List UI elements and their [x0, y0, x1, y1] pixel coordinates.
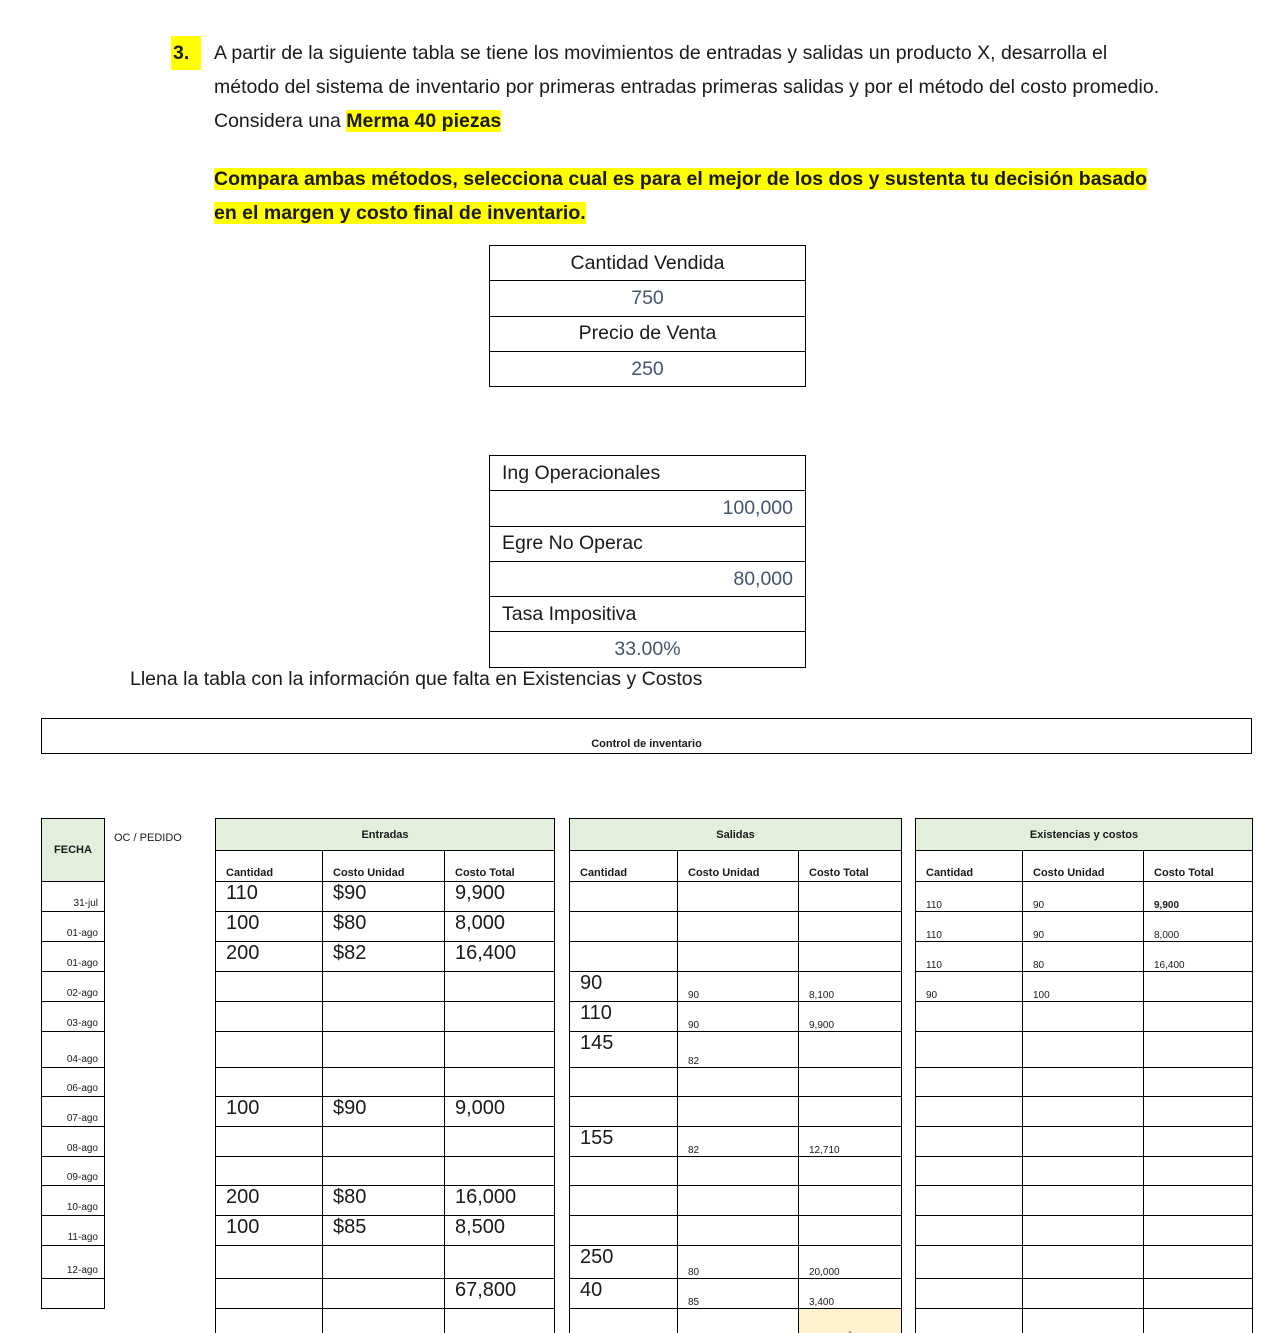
- table-row: [216, 972, 555, 1002]
- existencias-costo-unidad-cell[interactable]: [1023, 1246, 1144, 1279]
- entradas-costo-total-cell: 16,000: [445, 1186, 555, 1216]
- tasa-label: Tasa Impositiva: [490, 597, 806, 632]
- existencias-costo-unidad-cell[interactable]: [1023, 1279, 1144, 1309]
- existencias-costo-total-cell[interactable]: [1144, 1068, 1253, 1097]
- fecha-cell: [42, 1279, 105, 1309]
- table-row: [916, 1032, 1253, 1068]
- qty-label: Cantidad Vendida: [490, 246, 806, 281]
- salidas-cantidad-cell: [570, 882, 678, 912]
- entradas-costo-total-cell: [445, 1309, 555, 1333]
- salidas-cantidad-cell: [570, 942, 678, 972]
- salidas-costo-total-cell: [799, 1032, 902, 1068]
- salidas-cantidad-cell: 110: [570, 1002, 678, 1032]
- question-number: 3.: [171, 36, 201, 70]
- salidas-costo-total-cell: -: [799, 1309, 902, 1333]
- entradas-cantidad-header: Cantidad: [216, 851, 323, 882]
- existencias-costo-unidad-cell[interactable]: [1023, 1097, 1144, 1127]
- existencias-costo-unidad-cell[interactable]: [1023, 1002, 1144, 1032]
- fecha-cell: 09-ago: [42, 1157, 105, 1186]
- oc-pedido-label: OC / PEDIDO: [114, 832, 182, 844]
- salidas-cantidad-cell: [570, 912, 678, 942]
- existencias-costo-unidad-cell[interactable]: [1023, 1032, 1144, 1068]
- entradas-costo-unidad-cell: $85: [323, 1216, 445, 1246]
- entradas-cantidad-cell: 110: [216, 882, 323, 912]
- entradas-cantidad-cell: 100: [216, 1097, 323, 1127]
- question-body: A partir de la siguiente tabla se tiene los movimientos de entradas y salidas un producto X, desarrolla el método del sistema de inventario por primeras entradas primeras salidas y por el método del costo promedio. Considera una: [214, 42, 1160, 132]
- salidas-table: [569, 818, 902, 1333]
- existencias-costo-unidad-cell[interactable]: [1023, 1309, 1144, 1333]
- merma-highlight: Merma 40 piezas: [346, 110, 502, 132]
- table-row: [216, 1186, 555, 1216]
- existencias-costo-unidad-cell[interactable]: 80: [1023, 942, 1144, 972]
- salidas-cantidad-cell: 250: [570, 1246, 678, 1279]
- table-row: [916, 1246, 1253, 1279]
- existencias-costo-total-cell[interactable]: [1144, 1127, 1253, 1157]
- existencias-cantidad-cell[interactable]: 110: [916, 942, 1023, 972]
- control-title: [41, 718, 1252, 754]
- entradas-costo-unidad-cell: $80: [323, 1186, 445, 1216]
- entradas-costo-unidad-cell: [323, 1157, 445, 1186]
- ing-value: 100,000: [490, 491, 806, 526]
- table-row: [216, 1068, 555, 1097]
- entradas-costo-total-cell: 16,400: [445, 942, 555, 972]
- fecha-cell: 07-ago: [42, 1097, 105, 1127]
- entradas-cantidad-cell: 100: [216, 1216, 323, 1246]
- entradas-cantidad-cell: [216, 1309, 323, 1333]
- entradas-costo-unidad-cell: [323, 1309, 445, 1333]
- entradas-costo-total-cell: 67,800: [445, 1279, 555, 1309]
- salidas-costo-total-cell: [799, 912, 902, 942]
- table-row: [216, 942, 555, 972]
- entradas-header: Entradas: [216, 819, 555, 851]
- existencias-costo-unidad-cell[interactable]: 90: [1023, 912, 1144, 942]
- table-row: [216, 882, 555, 912]
- qty-value: 750: [490, 281, 806, 316]
- table-row: [570, 1246, 902, 1279]
- entradas-costo-total-cell: [445, 1246, 555, 1279]
- entradas-cantidad-cell: [216, 1032, 323, 1068]
- tasa-value: 33.00%: [490, 632, 806, 667]
- existencias-costo-total-cell[interactable]: [1144, 1157, 1253, 1186]
- entradas-costo-total-cell: [445, 972, 555, 1002]
- salidas-cantidad-cell: 145: [570, 1032, 678, 1068]
- entradas-costo-unidad-cell: [323, 1127, 445, 1157]
- table-row: [570, 1309, 902, 1333]
- table-row: [216, 1157, 555, 1186]
- salidas-costo-total-cell: 20,000: [799, 1246, 902, 1279]
- table-row: [916, 1127, 1253, 1157]
- table-row: [916, 1157, 1253, 1186]
- table-row: [570, 1216, 902, 1246]
- table-row: [216, 1246, 555, 1279]
- salidas-costo-unidad-cell: [678, 1216, 799, 1246]
- existencias-costo-unidad-cell[interactable]: [1023, 1068, 1144, 1097]
- existencias-cantidad-cell[interactable]: [916, 1002, 1023, 1032]
- salidas-costo-total-cell: [799, 942, 902, 972]
- existencias-costo-total-cell[interactable]: [1144, 1216, 1253, 1246]
- entradas-cantidad-cell: [216, 1068, 323, 1097]
- salidas-costo-unidad-cell: [678, 1186, 799, 1216]
- entradas-costo-total-header: Costo Total: [445, 851, 555, 882]
- salidas-costo-total-cell: 9,900: [799, 1002, 902, 1032]
- salidas-costo-unidad-cell: [678, 912, 799, 942]
- salidas-costo-total-cell: [799, 1097, 902, 1127]
- salidas-costo-unidad-cell: [678, 1157, 799, 1186]
- entradas-cantidad-cell: 200: [216, 1186, 323, 1216]
- fecha-cell: 08-ago: [42, 1127, 105, 1157]
- question-text: [214, 36, 1171, 138]
- fecha-header: FECHA: [42, 819, 105, 882]
- fecha-cell: 31-jul: [42, 882, 105, 912]
- table-row: [216, 1309, 555, 1333]
- entradas-costo-unidad-cell: [323, 1068, 445, 1097]
- table-row: [216, 1279, 555, 1309]
- salidas-costo-unidad-cell: 82: [678, 1032, 799, 1068]
- existencias-costo-unidad-cell[interactable]: [1023, 1186, 1144, 1216]
- entradas-costo-unidad-cell: [323, 972, 445, 1002]
- salidas-costo-unidad-cell: [678, 942, 799, 972]
- sales-box: [489, 245, 806, 387]
- salidas-costo-total-cell: 12,710: [799, 1127, 902, 1157]
- existencias-costo-total-cell[interactable]: [1144, 972, 1253, 1002]
- entradas-cantidad-cell: [216, 1279, 323, 1309]
- fecha-cell: 10-ago: [42, 1186, 105, 1216]
- existencias-costo-total-cell[interactable]: 9,900: [1144, 882, 1253, 912]
- entradas-costo-total-cell: 8,500: [445, 1216, 555, 1246]
- existencias-costo-total-cell[interactable]: 8,000: [1144, 912, 1253, 942]
- fecha-cell: 01-ago: [42, 942, 105, 972]
- entradas-costo-unidad-cell: [323, 1246, 445, 1279]
- salidas-cantidad-cell: [570, 1186, 678, 1216]
- salidas-costo-unidad-cell: 90: [678, 1002, 799, 1032]
- salidas-cantidad-cell: [570, 1216, 678, 1246]
- entradas-costo-total-cell: 8,000: [445, 912, 555, 942]
- entradas-costo-unidad-cell: $80: [323, 912, 445, 942]
- price-value: 250: [490, 351, 806, 386]
- control-title-text: Control de inventario: [591, 738, 702, 750]
- table-row: [916, 1186, 1253, 1216]
- existencias-cantidad-cell[interactable]: [916, 1157, 1023, 1186]
- existencias-cantidad-cell[interactable]: [916, 1097, 1023, 1127]
- table-row: [216, 1002, 555, 1032]
- salidas-costo-total-cell: 3,400: [799, 1279, 902, 1309]
- existencias-header: Existencias y costos: [916, 819, 1253, 851]
- salidas-cantidad-header: Cantidad: [570, 851, 678, 882]
- salidas-cantidad-cell: [570, 1068, 678, 1097]
- salidas-costo-total-cell: [799, 1068, 902, 1097]
- salidas-costo-unidad-cell: [678, 882, 799, 912]
- table-row: [570, 1279, 902, 1309]
- table-row: [570, 1186, 902, 1216]
- salidas-costo-total-cell: [799, 1216, 902, 1246]
- compare-line-2: en el margen y costo final de inventario.: [214, 202, 586, 224]
- existencias-cantidad-cell[interactable]: [916, 1309, 1023, 1333]
- salidas-costo-total-cell: [799, 1186, 902, 1216]
- existencias-costo-unidad-header: Costo Unidad: [1023, 851, 1144, 882]
- fecha-cell: 11-ago: [42, 1216, 105, 1246]
- entradas-costo-unidad-cell: $90: [323, 882, 445, 912]
- existencias-cantidad-cell[interactable]: [916, 1068, 1023, 1097]
- entradas-costo-total-cell: [445, 1032, 555, 1068]
- table-row: [916, 1097, 1253, 1127]
- table-row: [916, 1216, 1253, 1246]
- entradas-cantidad-cell: 100: [216, 912, 323, 942]
- table-row: [216, 1032, 555, 1068]
- fecha-cell: 12-ago: [42, 1246, 105, 1279]
- entradas-costo-total-cell: [445, 1157, 555, 1186]
- fecha-column: [41, 818, 105, 1309]
- table-row: [916, 1309, 1253, 1333]
- compare-instruction: [214, 162, 1171, 230]
- entradas-cantidad-cell: [216, 972, 323, 1002]
- existencias-cantidad-cell[interactable]: 110: [916, 912, 1023, 942]
- entradas-costo-total-cell: [445, 1068, 555, 1097]
- table-row: [570, 1032, 902, 1068]
- salidas-costo-unidad-cell: 82: [678, 1127, 799, 1157]
- existencias-costo-total-cell[interactable]: [1144, 1309, 1253, 1333]
- existencias-table: [915, 818, 1253, 1333]
- salidas-costo-unidad-cell: 85: [678, 1279, 799, 1309]
- salidas-costo-total-cell: [799, 882, 902, 912]
- entradas-cantidad-cell: 200: [216, 942, 323, 972]
- existencias-costo-total-cell[interactable]: [1144, 1246, 1253, 1279]
- table-row: [570, 1157, 902, 1186]
- salidas-costo-unidad-cell: 80: [678, 1246, 799, 1279]
- table-row: [916, 882, 1253, 912]
- table-row: [216, 1127, 555, 1157]
- entradas-costo-total-cell: [445, 1002, 555, 1032]
- existencias-costo-unidad-cell[interactable]: [1023, 1127, 1144, 1157]
- table-row: [570, 1127, 902, 1157]
- compare-line-1: Compara ambas métodos, selecciona cual es para el mejor de los dos y sustenta tu decisión basado: [214, 168, 1148, 190]
- existencias-cantidad-cell[interactable]: 90: [916, 972, 1023, 1002]
- entradas-cantidad-cell: [216, 1127, 323, 1157]
- entradas-cantidad-cell: [216, 1157, 323, 1186]
- existencias-costo-unidad-cell[interactable]: 90: [1023, 882, 1144, 912]
- salidas-costo-unidad-cell: [678, 1309, 799, 1333]
- salidas-costo-unidad-header: Costo Unidad: [678, 851, 799, 882]
- existencias-cantidad-cell[interactable]: 110: [916, 882, 1023, 912]
- salidas-costo-total-header: Costo Total: [799, 851, 902, 882]
- entradas-costo-unidad-cell: [323, 1002, 445, 1032]
- entradas-costo-unidad-header: Costo Unidad: [323, 851, 445, 882]
- table-row: [916, 1279, 1253, 1309]
- entradas-costo-unidad-cell: $90: [323, 1097, 445, 1127]
- table-row: [916, 1002, 1253, 1032]
- table-row: [570, 882, 902, 912]
- entradas-cantidad-cell: [216, 1002, 323, 1032]
- salidas-cantidad-cell: [570, 1157, 678, 1186]
- table-row: [570, 1068, 902, 1097]
- salidas-cantidad-cell: 155: [570, 1127, 678, 1157]
- existencias-cantidad-cell[interactable]: [916, 1246, 1023, 1279]
- existencias-cantidad-cell[interactable]: [916, 1279, 1023, 1309]
- table-row: [216, 1216, 555, 1246]
- table-row: [916, 972, 1253, 1002]
- table-row: [570, 942, 902, 972]
- existencias-costo-total-cell[interactable]: [1144, 1186, 1253, 1216]
- entradas-costo-total-cell: 9,000: [445, 1097, 555, 1127]
- entradas-costo-total-cell: [445, 1127, 555, 1157]
- fecha-cell: 02-ago: [42, 972, 105, 1002]
- table-row: [216, 1097, 555, 1127]
- existencias-costo-total-cell[interactable]: [1144, 1279, 1253, 1309]
- entradas-table: [215, 818, 555, 1333]
- table-row: [570, 1097, 902, 1127]
- existencias-costo-total-cell[interactable]: [1144, 1002, 1253, 1032]
- existencias-cantidad-cell[interactable]: [916, 1186, 1023, 1216]
- existencias-costo-total-cell[interactable]: [1144, 1032, 1253, 1068]
- table-row: [916, 912, 1253, 942]
- egre-label: Egre No Operac: [490, 526, 806, 561]
- finance-box: [489, 455, 806, 668]
- existencias-costo-unidad-cell[interactable]: [1023, 1216, 1144, 1246]
- table-row: [916, 1068, 1253, 1097]
- existencias-costo-total-header: Costo Total: [1144, 851, 1253, 882]
- salidas-cantidad-cell: [570, 1097, 678, 1127]
- entradas-costo-total-cell: 9,900: [445, 882, 555, 912]
- salidas-costo-total-cell: [799, 1157, 902, 1186]
- salidas-costo-unidad-cell: [678, 1068, 799, 1097]
- entradas-costo-unidad-cell: [323, 1279, 445, 1309]
- existencias-cantidad-cell[interactable]: [916, 1127, 1023, 1157]
- salidas-costo-unidad-cell: 90: [678, 972, 799, 1002]
- table-row: [570, 972, 902, 1002]
- existencias-costo-total-cell[interactable]: 16,400: [1144, 942, 1253, 972]
- existencias-cantidad-cell[interactable]: [916, 1032, 1023, 1068]
- egre-value: 80,000: [490, 561, 806, 596]
- price-label: Precio de Venta: [490, 316, 806, 351]
- existencias-costo-unidad-cell[interactable]: [1023, 1157, 1144, 1186]
- fill-instruction: Llena la tabla con la información que falta en Existencias y Costos: [130, 668, 703, 690]
- fecha-cell: 06-ago: [42, 1068, 105, 1097]
- fecha-cell: 03-ago: [42, 1002, 105, 1032]
- salidas-cantidad-cell: [570, 1309, 678, 1333]
- salidas-header: Salidas: [570, 819, 902, 851]
- table-row: [916, 942, 1253, 972]
- existencias-cantidad-header: Cantidad: [916, 851, 1023, 882]
- ing-label: Ing Operacionales: [490, 456, 806, 491]
- fecha-cell: 01-ago: [42, 912, 105, 942]
- entradas-cantidad-cell: [216, 1246, 323, 1279]
- table-row: [216, 912, 555, 942]
- salidas-costo-unidad-cell: [678, 1097, 799, 1127]
- existencias-costo-total-cell[interactable]: [1144, 1097, 1253, 1127]
- entradas-costo-unidad-cell: $82: [323, 942, 445, 972]
- existencias-cantidad-cell[interactable]: [916, 1216, 1023, 1246]
- salidas-costo-total-cell: 8,100: [799, 972, 902, 1002]
- table-row: [570, 912, 902, 942]
- table-row: [570, 1002, 902, 1032]
- fecha-cell: 04-ago: [42, 1032, 105, 1068]
- salidas-cantidad-cell: 40: [570, 1279, 678, 1309]
- existencias-costo-unidad-cell[interactable]: 100: [1023, 972, 1144, 1002]
- question-block: [171, 36, 1171, 230]
- entradas-costo-unidad-cell: [323, 1032, 445, 1068]
- salidas-cantidad-cell: 90: [570, 972, 678, 1002]
